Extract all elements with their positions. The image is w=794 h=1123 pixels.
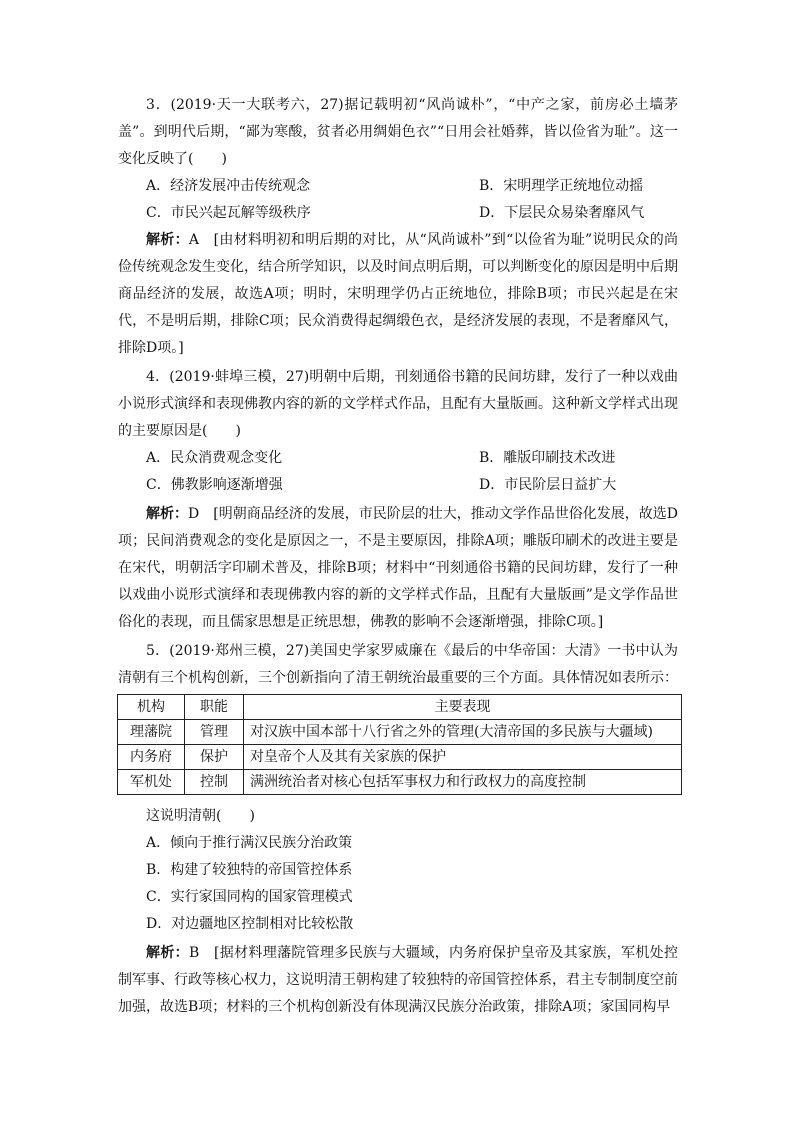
q4-options-row-2 [146, 472, 686, 499]
table-cell: 军机处 [118, 770, 185, 795]
q4-answer [118, 501, 678, 636]
q4-option-c: C．佛教影响逐渐增强 [146, 477, 283, 493]
q4-option-b: B．雕版印刷技术改进 [479, 450, 616, 466]
q3-option-a: A．经济发展冲击传统观念 [146, 178, 311, 194]
table-header-cell: 机构 [118, 695, 185, 720]
q4-answer-label: 解析： [146, 506, 189, 522]
table-row [118, 720, 682, 745]
q3-options-row-2 [146, 200, 686, 227]
q3-answer-text: A [由材料明初和明后期的对比，从“风尚诚朴”到“以俭省为耻”说明民众的尚俭传统观念发生变化，结合所学知识，以及时间点明后期，可以判断变化的原因是明中后期商品经济的发展，故选A项；明时，宋明理学仍占正统地位，排除B项；市民兴起是在宋代，不是明后期，排除C项；民众消费得起绸缎色衣，是经济发展的表现，不是奢靡风气，排除D项。] [118, 232, 679, 356]
q4-answer-text: D [明朝商品经济的发展，市民阶层的壮大，推动文学作品世俗化发展，故选D项；民间消费观念的变化是原因之一，不是主要原因，排除A项；雕版印刷术的改进主要是在宋代，明朝活字印刷术普及，排除B项；材料中“刊刻通俗书籍的民间坊肆，发行了一种以戏曲小说形式演绎和表现佛教内容的新的文学样式作品，且配有大量版画”是文学作品世俗化的表现，而且儒家思想是正统思想，佛教的影响不会逐渐增强，排除C项。] [118, 506, 678, 630]
table-cell: 内务府 [118, 745, 185, 770]
q5-table [117, 694, 682, 795]
q5-option-a: A．倾向于推行满汉民族分治政策 [146, 835, 353, 851]
table-header-row [118, 695, 682, 720]
table-header-cell: 主要表现 [244, 695, 682, 720]
q5-question: 这说明清朝( ) [146, 808, 255, 824]
table-cell: 对皇帝个人及其有关家族的保护 [244, 745, 682, 770]
table-cell: 控制 [185, 770, 244, 795]
q3-stem: 3．(2019·天一大联考六，27)据记载明初“风尚诚朴”，“中产之家，前房必土墙茅盖”。到明代后期，“鄙为寒酸，贫者必用绸娟色衣”“日用会社婚葬，皆以俭省为耻”。这一变化反映了( ) [118, 97, 678, 167]
table-row [118, 770, 682, 795]
q5-option-c: C．实行家国同构的国家管理模式 [146, 889, 353, 905]
table-cell: 管理 [185, 720, 244, 745]
table-cell: 满洲统治者对核心包括军事权力和行政权力的高度控制 [244, 770, 682, 795]
q5-answer-text: B [据材料理藩院管理多民族与大疆域，内务府保护皇帝及其家族，军机处控制军事、行政等核心权力，这说明清王朝构建了较独特的帝国管控体系，君主专制制度空前加强，故选B项；材料的三个机构创新没有体现满汉民族分治政策，排除A项；家国同构早 [118, 945, 679, 1015]
table-cell: 保护 [185, 745, 244, 770]
q4-option-a: A．民众消费观念变化 [146, 450, 283, 466]
q5-stem: 5．(2019·郑州三模，27)美国史学家罗威廉在《最后的中华帝国：大清》一书中认为清朝有三个机构创新，三个创新指向了清王朝统治最重要的三个方面。具体情况如表所示： [118, 643, 678, 686]
q3-answer-label: 解析： [146, 232, 189, 248]
q4-options-row-1 [146, 445, 686, 472]
q3-answer [118, 227, 678, 362]
table-cell: 对汉族中国本部十八行省之外的管理(大清帝国的多民族与大疆域) [244, 720, 682, 745]
q5-answer-label: 解析： [146, 945, 189, 961]
q4-option-d: D．市民阶层日益扩大 [479, 477, 617, 493]
table-cell: 理藩院 [118, 720, 185, 745]
q5-answer [118, 940, 678, 1021]
q5-option-d: D．对边疆地区控制相对比较松散 [146, 916, 354, 932]
q3-option-d: D．下层民众易染奢靡风气 [479, 205, 645, 221]
table-row [118, 745, 682, 770]
q5-option-b: B．构建了较独特的帝国管控体系 [146, 862, 353, 878]
q3-option-c: C．市民兴起瓦解等级秩序 [146, 205, 311, 221]
q4-stem: 4．(2019·蚌埠三模，27)明朝中后期，刊刻通俗书籍的民间坊肆，发行了一种以戏曲小说形式演绎和表现佛教内容的新的文学样式作品，且配有大量版画。这种新文学样式出现的主要原因是( ) [118, 369, 678, 439]
table-header-cell: 职能 [185, 695, 244, 720]
q3-options-row-1 [146, 173, 686, 200]
q3-option-b: B．宋明理学正统地位动摇 [479, 178, 644, 194]
